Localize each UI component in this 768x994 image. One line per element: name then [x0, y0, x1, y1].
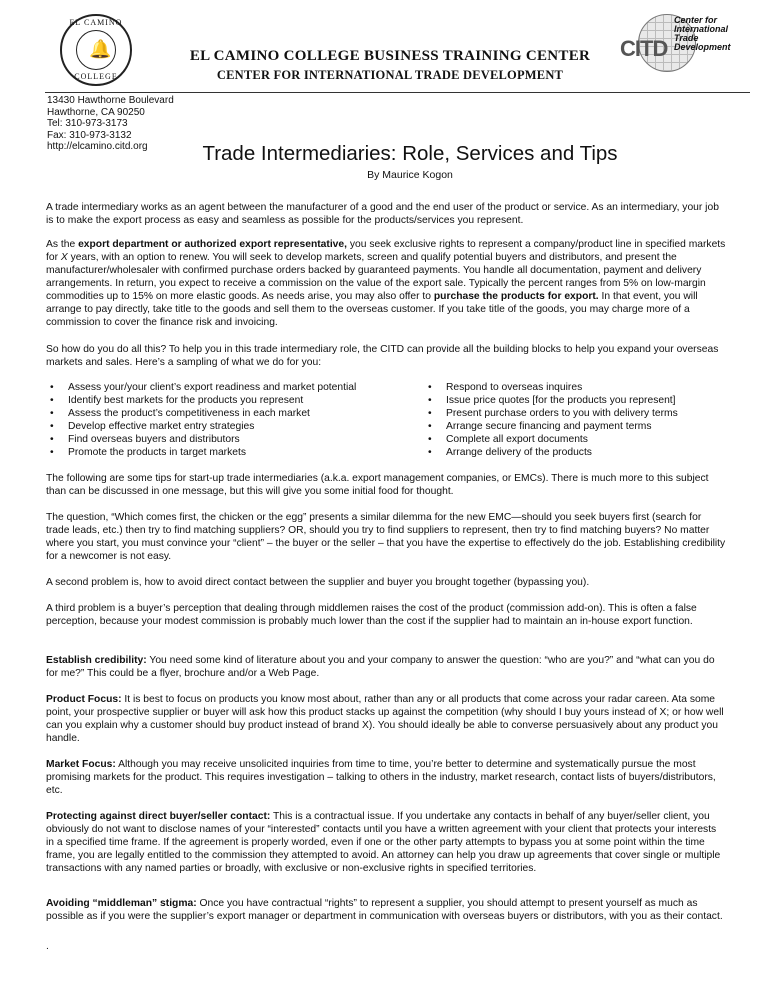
list-item: • Develop effective market entry strategies: [46, 420, 396, 433]
document-title: Trade Intermediaries: Role, Services and Tips: [202, 142, 618, 165]
list-item: • Present purchase orders to you with delivery terms: [424, 407, 744, 420]
list-item: • Identify best markets for the products you represent: [46, 394, 396, 407]
logo-left-inner-ring: [76, 30, 116, 70]
list-item: • Arrange secure financing and payment terms: [424, 420, 744, 433]
list-item: • Assess the product’s competitiveness in each market: [46, 407, 396, 420]
list-item: • Complete all export documents: [424, 433, 744, 446]
el-camino-college-logo: [60, 14, 132, 86]
services-list-right: [424, 381, 744, 459]
tips-intro-paragraph: The following are some tips for start-up trade intermediaries (a.k.a. export management companies, or EMCs). There is much more to this subject than can be discussed in one message, but this will give you some initial food for thought.: [46, 473, 709, 497]
address-street: 13430 Hawthorne Boulevard: [47, 95, 174, 106]
list-item: • Arrange delivery of the products: [424, 446, 744, 459]
market-focus-paragraph: Market Focus: Although you may receive unsolicited inquiries from time to time, you’re better to determine and systematically pursue the most promising markets for the product. This requires investigation – talking to others in the industry, market research, contact lists of buyers/distributors, etc.: [46, 759, 716, 796]
address-tel: Tel: 310-973-3173: [47, 118, 128, 129]
trailing-dot: .: [46, 941, 49, 952]
citd-logo-text: Center for International Trade Development: [674, 15, 731, 52]
role-paragraph: As the export department or authorized export representative, you seek exclusive rights to represent a company/product line in specified markets for X years, with an option to renew. You will seek to develop markets, screen and qualify potential buyers and distributors, and present the manufacturer/wholesaler with confirmed purchase orders backed by guaranteed payments. You handle all documentation, payment and delivery arrangements. In return, you expect to receive a commission on the value of the export sale. Typically the percent ranges from 5% on low-margin commodities up to 15% on more elastic goods. As needs arise, you may also offer to purchase the products for export. In that event, you will arrange to pay directly, take title to the goods and sell them to the overseas customer. If you take title of the goods, you may charge more of a commission to cover the finance risk and invoicing.: [46, 239, 726, 328]
address-fax: Fax: 310-973-3132: [47, 129, 132, 141]
list-item: • Promote the products in target markets: [46, 446, 396, 459]
intro-paragraph: A trade intermediary works as an agent between the manufacturer of a good and the end user of the product or service. As an intermediary, your job is to make the export process as easy and seamless as possible for the products/services you represent.: [46, 202, 719, 226]
third-problem-paragraph: A third problem is a buyer’s perception that dealing through middlemen raises the cost of the product (commission add-on). This is often a false perception, because your modest commission is probably much lower than the cost if the supplier had to maintain an in-house export function.: [46, 603, 697, 627]
list-item: • Find overseas buyers and distributors: [46, 433, 396, 446]
logo-left-bottom-text: COLLEGE: [74, 72, 118, 81]
product-focus-paragraph: Product Focus: It is best to focus on products you know most about, rather than any or all products that come across your radar careen. Ata some point, your prospective supplier or buyer will ask how this product stacks up against the competition (why should I buy yours instead of X; or how well can you explain why a customer should buy product instead of brand X). You should ideally be able to converse persuasively about any product you handle.: [46, 694, 724, 744]
address-city: Hawthorne, CA 90250: [47, 106, 145, 118]
protecting-paragraph: Protecting against direct buyer/seller contact: This is a contractual issue. If you undertake any contacts in behalf of any buyer/seller client, you obviously do not want to disclose names of your “interested” contacts until you have a written agreement with your client that protects your interests in a specified time frame. If the agreement is properly worded, even if one or the other party attempts to bypass you at some point within the time frame, you are legally entitled to the commission they attempted to avoid. An attorney can help you draw up agreements that cover single or multiple transactions with any named parties or broadly, with exclusive or non-exclusive rights in specified territories.: [46, 811, 721, 874]
org-title: EL CAMINO COLLEGE BUSINESS TRAINING CENTER: [189, 48, 591, 64]
question-paragraph: The question, “Which comes first, the chicken or the egg” presents a similar dilemma for the new EMC—should you seek buyers first (search for trade leads, etc.) then try to find matching suppliers? OR, should you try to find suppliers to represent, then try to find matching buyers? No matter where you start, you must convince your “client” – the buyer or the seller – that you have the expertise to effectively do the job. Establishing credibility for a newcomer is not easy.: [46, 512, 726, 562]
byline: By Maurice Kogon: [367, 169, 453, 181]
list-item: • Respond to overseas inquires: [424, 381, 744, 394]
how-paragraph: So how do you do all this? To help you in this trade intermediary role, the CITD can provide all the building blocks to help you expand your overseas markets and sales. Here’s a sampling of what we do for you:: [46, 344, 719, 368]
list-item: • Assess your/your client’s export readiness and market potential: [46, 381, 396, 394]
citd-logo: [620, 10, 760, 84]
credibility-paragraph: Establish credibility: You need some kind of literature about you and your company to answer the question: “who are you?” and “what can you do for me?” This could be a flyer, brochure and/or a Web Page.: [46, 655, 715, 679]
header-divider: [45, 92, 750, 93]
address-url[interactable]: http://elcamino.citd.org: [47, 141, 148, 152]
second-problem-paragraph: A second problem is, how to avoid direct contact between the supplier and buyer you brought together (bypassing you).: [46, 577, 590, 588]
bell-icon: 🔔: [89, 39, 112, 59]
logo-left-top-text: EL CAMINO: [69, 18, 123, 27]
services-list-left: [46, 381, 396, 459]
org-subtitle: CENTER FOR INTERNATIONAL TRADE DEVELOPMENT: [216, 68, 564, 82]
middleman-paragraph: Avoiding “middleman” stigma: Once you have contractual “rights” to represent a supplier, you should attempt to present yourself as much as possible as if you were the supplier’s export manager or department in communication with overseas buyers or distributors, with you as their contact.: [46, 898, 723, 922]
citd-abbrev: CITD: [620, 36, 668, 61]
list-item: • Issue price quotes [for the products you represent]: [424, 394, 744, 407]
